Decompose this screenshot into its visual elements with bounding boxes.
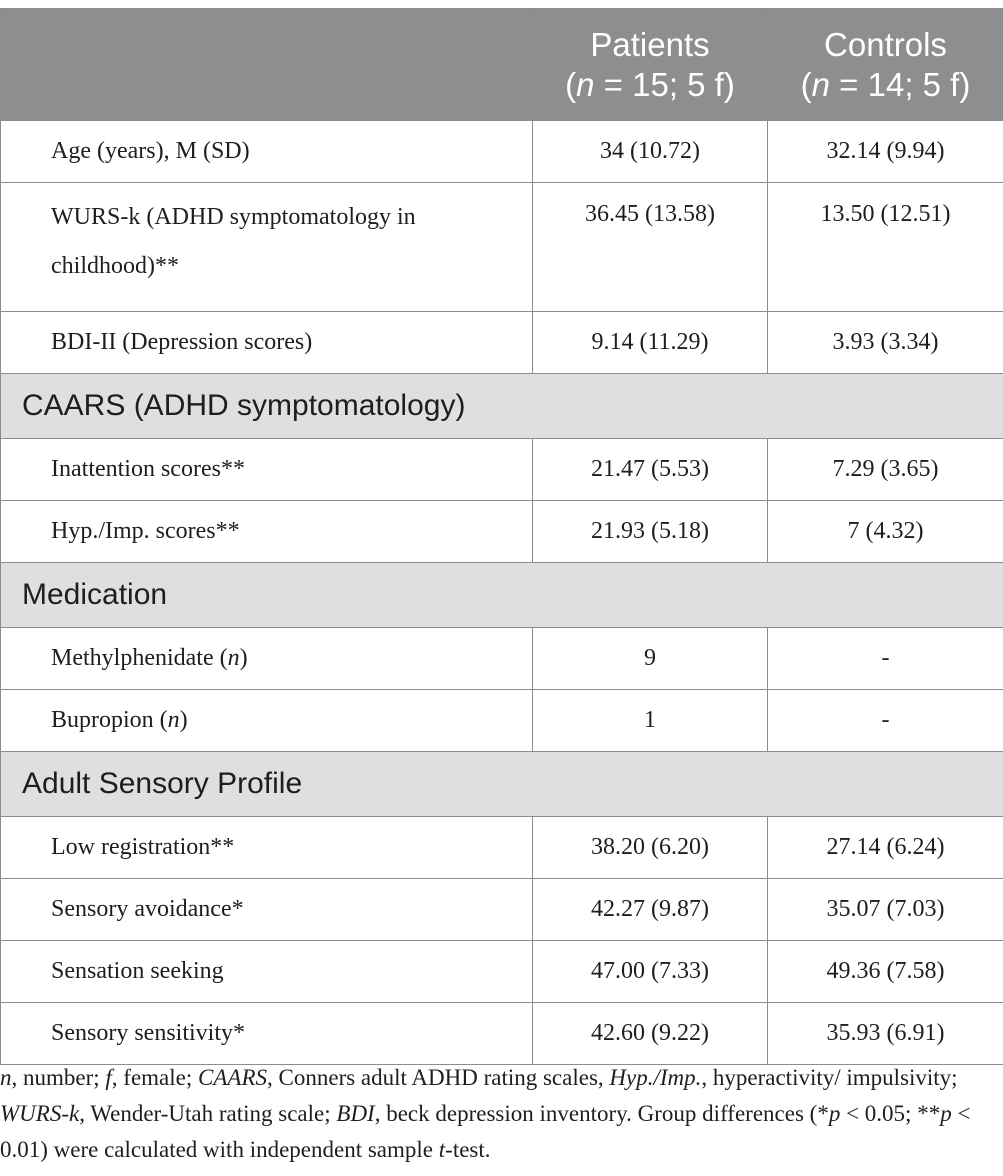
header-patients: Patients (n = 15; 5 f) [533,9,768,121]
fn-wurs-text: , Wender-Utah rating scale; [79,1101,337,1126]
header-patients-count: = 15; 5 f) [594,65,735,103]
table-row-sensory-sensitivity [1,1003,1003,1065]
row-label-line2: childhood)** [51,253,179,279]
table-row-bdi [1,312,1003,374]
table-row-hyp [1,501,1003,563]
controls-value: 3.93 (3.34) [768,312,1003,374]
table-row-bupropion [1,690,1003,752]
controls-value: 35.07 (7.03) [768,879,1003,941]
header-empty-cell [1,9,533,121]
section-title: Adult Sensory Profile [1,752,1003,817]
row-label-end: ) [179,707,188,733]
table-row-low-registration [1,817,1003,879]
patients-value: 42.60 (9.22) [533,1003,768,1065]
row-label: BDI-II (Depression scores) [1,312,533,374]
table-row-sensation-seeking [1,941,1003,1003]
section-row-caars [1,374,1003,439]
patients-value: 38.20 (6.20) [533,817,768,879]
controls-value: 7 (4.32) [768,501,1003,563]
patients-value: 21.93 (5.18) [533,501,768,563]
controls-value: 27.14 (6.24) [768,817,1003,879]
section-row-sensory-profile [1,752,1003,817]
patients-value: 9 [533,628,768,690]
row-label: Sensory avoidance* [1,879,533,941]
header-controls: Controls (n = 14; 5 f) [768,9,1003,121]
fn-bdi: BDI [336,1101,375,1126]
fn-n: n [0,1065,12,1090]
row-label-text: Methylphenidate ( [51,645,228,671]
row-label: Sensory sensitivity* [1,1003,533,1065]
fn-wurs: WURS-k [0,1101,80,1126]
fn-f-text: , female; [111,1065,199,1090]
fn-p1-text: < 0.05; ** [840,1101,941,1126]
row-label [1,690,533,752]
fn-p1: p [828,1101,841,1126]
fn-caars-text: , Conners adult ADHD rating scales, [267,1065,610,1090]
fn-f: f [105,1065,112,1090]
header-patients-title: Patients [590,25,710,63]
row-label [1,628,533,690]
controls-value: 32.14 (9.94) [768,121,1003,183]
row-label-text: Bupropion ( [51,707,168,733]
table-row-wurs [1,183,1003,312]
row-label-n: n [227,645,240,671]
patients-value: 1 [533,690,768,752]
fn-p2: p [940,1101,952,1126]
table-row-sensory-avoidance [1,879,1003,941]
row-label: Inattention scores** [1,439,533,501]
patients-value: 9.14 (11.29) [533,312,768,374]
controls-value: 7.29 (3.65) [768,439,1003,501]
fn-hyp: Hyp./Imp. [609,1065,702,1090]
row-label: Hyp./Imp. scores** [1,501,533,563]
fn-p2-text: < 0.01) were calculated with independent sample [0,1101,971,1162]
patients-value: 36.45 (13.58) [533,183,768,312]
row-label-end: ) [239,645,248,671]
fn-t-text: -test. [445,1137,491,1162]
header-controls-n: n [811,65,830,103]
row-label [1,183,533,312]
patients-value: 34 (10.72) [533,121,768,183]
table-row-inattention [1,439,1003,501]
section-title: Medication [1,563,1003,628]
fn-hyp-text: , hyperactivity/ impulsivity; [701,1065,958,1090]
fn-caars: CAARS [198,1065,268,1090]
table-row-age [1,121,1003,183]
row-label: Sensation seeking [1,941,533,1003]
controls-value: 49.36 (7.58) [768,941,1003,1003]
fn-n-text: , number; [11,1065,106,1090]
demographics-table [0,8,1003,1065]
table-row-methylphenidate [1,628,1003,690]
fn-t: t [438,1137,446,1162]
controls-value: - [768,628,1003,690]
patients-value: 21.47 (5.53) [533,439,768,501]
controls-value: 13.50 (12.51) [768,183,1003,312]
header-row [1,9,1003,121]
section-row-medication [1,563,1003,628]
header-controls-count: = 14; 5 f) [830,65,971,103]
controls-value: - [768,690,1003,752]
table-footnote [0,1060,1003,1168]
row-label: Age (years), M (SD) [1,121,533,183]
header-patients-n: n [576,65,595,103]
row-label: Low registration** [1,817,533,879]
header-controls-title: Controls [824,25,947,63]
section-title: CAARS (ADHD symptomatology) [1,374,1003,439]
fn-bdi-text: , beck depression inventory. Group differences (* [374,1101,829,1126]
patients-value: 47.00 (7.33) [533,941,768,1003]
row-label-n: n [167,707,180,733]
patients-value: 42.27 (9.87) [533,879,768,941]
row-label-line1: WURS-k (ADHD symptomatology in [51,204,416,230]
controls-value: 35.93 (6.91) [768,1003,1003,1065]
